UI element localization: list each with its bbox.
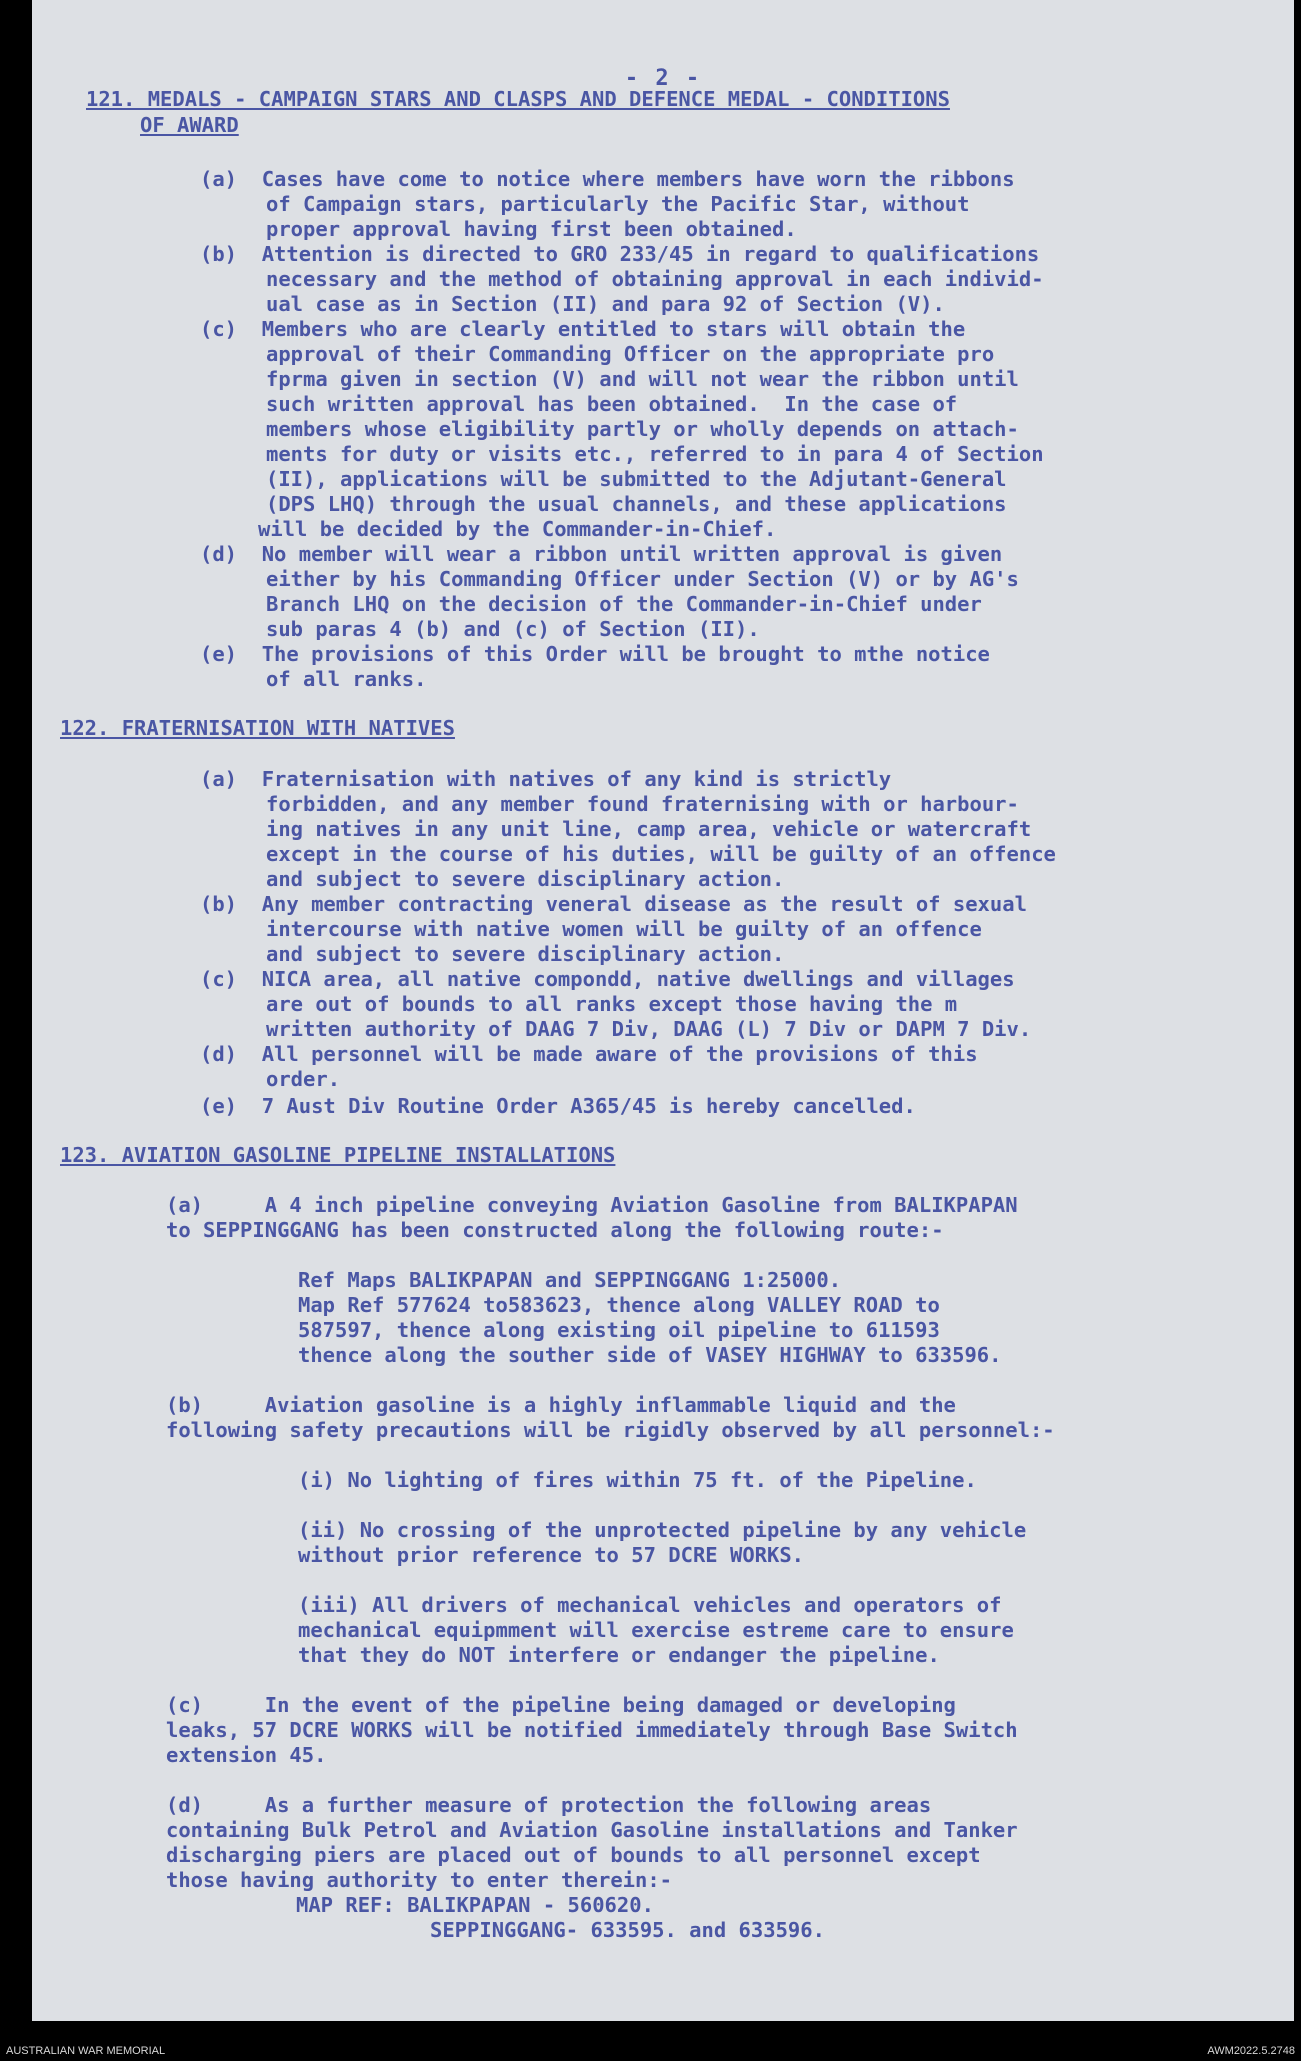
text-line: (iii) All drivers of mechanical vehicles and operators of — [298, 1593, 1002, 1617]
text-line: 587597, thence along existing oil pipeline to 611593 — [298, 1318, 940, 1342]
text-line: necessary and the method of obtaining approval in each individ- — [266, 267, 1044, 291]
text-line: written authority of DAAG 7 Div, DAAG (L) 7 Div or DAPM 7 Div. — [266, 1017, 1032, 1041]
text-line: containing Bulk Petrol and Aviation Gasoline installations and Tanker — [166, 1818, 1018, 1842]
text-line: except in the course of his duties, will be guilty of an offence — [266, 842, 1056, 866]
text-line: fprma given in section (V) and will not wear the ribbon until — [266, 367, 1019, 391]
text-line: ing natives in any unit line, camp area, vehicle or watercraft — [266, 817, 1032, 841]
page-number: - 2 - — [624, 66, 702, 91]
text-line: members whose eligibility partly or wholly depends on attach- — [266, 417, 1019, 441]
document-page — [32, 0, 1294, 2021]
section-heading: OF AWARD — [140, 113, 239, 137]
section-heading: 122. FRATERNISATION WITH NATIVES — [60, 716, 455, 740]
text-line: (b) Attention is directed to GRO 233/45 in regard to qualifications — [200, 242, 1040, 266]
text-line: (e) The provisions of this Order will be brought to mthe notice — [200, 642, 990, 666]
text-line: leaks, 57 DCRE WORKS will be notified immediately through Base Switch — [166, 1718, 1018, 1742]
text-line: intercourse with native women will be guilty of an offence — [266, 917, 982, 941]
text-line: thence along the souther side of VASEY HIGHWAY to 633596. — [298, 1343, 1002, 1367]
text-line: (e) 7 Aust Div Routine Order A365/45 is hereby cancelled. — [200, 1094, 916, 1118]
footer-source: AUSTRALIAN WAR MEMORIAL — [6, 2045, 166, 2057]
text-line: (b) Any member contracting veneral disease as the result of sexual — [200, 892, 1027, 916]
text-line: without prior reference to 57 DCRE WORKS. — [298, 1543, 805, 1567]
text-line: (a) A 4 inch pipeline conveying Aviation Gasoline from BALIKPAPAN — [166, 1193, 1018, 1217]
text-line: and subject to severe disciplinary action. — [266, 867, 785, 891]
text-line: (a) Fraternisation with natives of any kind is strictly — [200, 767, 892, 791]
text-line: (b) Aviation gasoline is a highly inflammable liquid and the — [166, 1393, 956, 1417]
text-line: (ii) No crossing of the unprotected pipeline by any vehicle — [298, 1518, 1027, 1542]
text-line: will be decided by the Commander-in-Chief. — [258, 517, 777, 541]
text-line: those having authority to enter therein:- — [166, 1868, 673, 1892]
text-line: Branch LHQ on the decision of the Commander-in-Chief under — [266, 592, 982, 616]
text-line: mechanical equipmment will exercise estreme care to ensure — [298, 1618, 1014, 1642]
text-line: ual case as in Section (II) and para 92 of Section (V). — [266, 292, 945, 316]
text-line: ments for duty or visits etc., referred to in para 4 of Section — [266, 442, 1044, 466]
footer-bar — [0, 2021, 1301, 2061]
text-line: (d) No member will wear a ribbon until written approval is given — [200, 542, 1003, 566]
section-heading: 123. AVIATION GASOLINE PIPELINE INSTALLATIONS — [60, 1143, 616, 1167]
text-line: approval of their Commanding Officer on the appropriate pro — [266, 342, 995, 366]
text-line: such written approval has been obtained. In the case of — [266, 392, 958, 416]
text-line: to SEPPINGGANG has been constructed along the following route:- — [166, 1218, 944, 1242]
text-line: (c) Members who are clearly entitled to stars will obtain the — [200, 317, 966, 341]
text-line: discharging piers are placed out of bounds to all personnel except — [166, 1843, 981, 1867]
text-line: (d) As a further measure of protection the following areas — [166, 1793, 932, 1817]
text-line: of Campaign stars, particularly the Pacific Star, without — [266, 192, 970, 216]
text-line: extension 45. — [166, 1743, 327, 1767]
text-line: (c) NICA area, all native compondd, native dwellings and villages — [200, 967, 1015, 991]
text-line: and subject to severe disciplinary action. — [266, 942, 785, 966]
text-line: either by his Commanding Officer under Section (V) or by AG's — [266, 567, 1019, 591]
text-line: following safety precautions will be rigidly observed by all personnel:- — [166, 1418, 1055, 1442]
text-line: (DPS LHQ) through the usual channels, and these applications — [266, 492, 1007, 516]
text-line: (i) No lighting of fires within 75 ft. of the Pipeline. — [298, 1468, 977, 1492]
text-line: (d) All personnel will be made aware of the provisions of this — [200, 1042, 978, 1066]
text-line: proper approval having first been obtained. — [266, 217, 797, 241]
text-line: Map Ref 577624 to583623, thence along VALLEY ROAD to — [298, 1293, 940, 1317]
text-line: forbidden, and any member found fraternising with or harbour- — [266, 792, 1019, 816]
text-line: Ref Maps BALIKPAPAN and SEPPINGGANG 1:25000. — [298, 1268, 842, 1292]
text-line: MAP REF: BALIKPAPAN - 560620. — [296, 1893, 654, 1917]
text-line: are out of bounds to all ranks except those having the m — [266, 992, 958, 1016]
text-line: SEPPINGGANG- 633595. and 633596. — [430, 1918, 825, 1942]
text-line: (II), applications will be submitted to the Adjutant-General — [266, 467, 1007, 491]
text-line: of all ranks. — [266, 667, 427, 691]
text-line: (c) In the event of the pipeline being damaged or developing — [166, 1693, 956, 1717]
text-line: order. — [266, 1067, 341, 1091]
text-line: that they do NOT interfere or endanger the pipeline. — [298, 1643, 940, 1667]
section-heading: 121. MEDALS - CAMPAIGN STARS AND CLASPS AND DEFENCE MEDAL - CONDITIONS — [86, 87, 950, 111]
text-line: sub paras 4 (b) and (c) of Section (II). — [266, 617, 760, 641]
text-line: (a) Cases have come to notice where members have worn the ribbons — [200, 167, 1015, 191]
footer-catalogue-id: AWM2022.5.2748 — [1207, 2045, 1295, 2057]
